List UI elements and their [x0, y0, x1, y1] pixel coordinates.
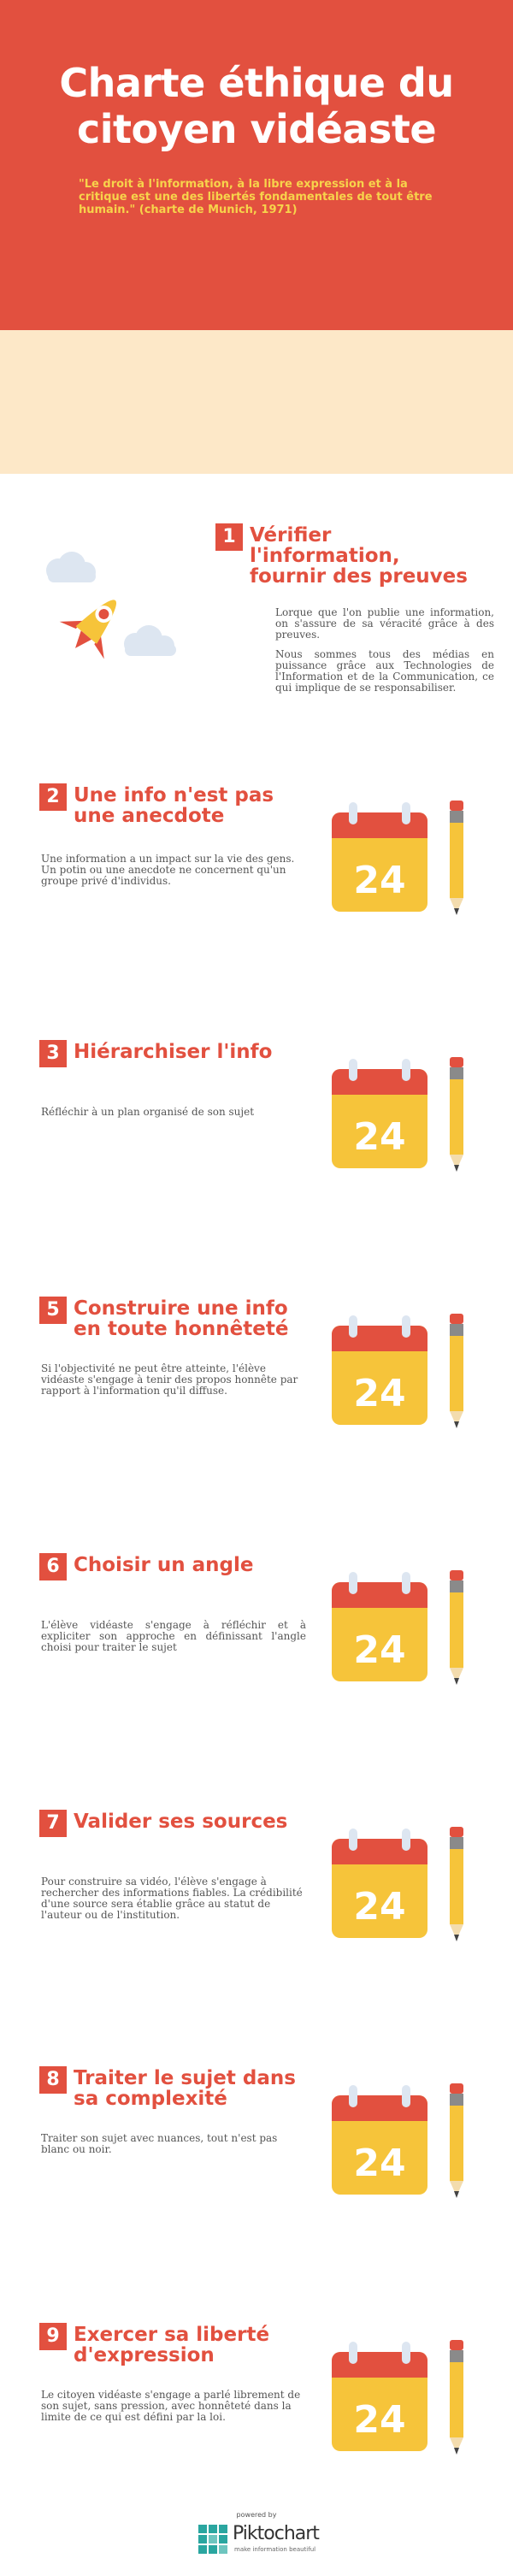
pencil-icon [446, 801, 467, 917]
calendar-pencil-art [330, 1570, 475, 1693]
section-number: 7 [39, 1810, 67, 1837]
section-text [41, 854, 306, 887]
section-number: 2 [39, 783, 67, 811]
calendar-day: 24 [353, 1885, 406, 1929]
section-9 [0, 2311, 513, 2559]
calendar-day: 24 [353, 859, 406, 902]
section-text [41, 1363, 306, 1397]
rocket-icon [34, 552, 188, 663]
section-title: Exercer sa liberté d'expression [74, 2324, 270, 2366]
calendar-pencil-art [330, 2340, 475, 2463]
section-text [41, 2133, 306, 2155]
calendar-pencil-art [330, 2083, 475, 2207]
section-7 [0, 1798, 513, 2046]
header-quote: "Le droit à l'information, à la libre expression et à la critique est une des libertés fondamentales de tout être humain." (charte de Munich, 1971) [79, 178, 433, 216]
cream-band [0, 330, 513, 474]
section-number: 6 [39, 1553, 67, 1580]
section-6 [0, 1541, 513, 1789]
calendar-pencil-art [330, 1827, 475, 1950]
piktochart-logo-icon [198, 2525, 227, 2554]
section-3 [0, 1028, 513, 1276]
section-title: Choisir un angle [74, 1554, 254, 1576]
section-number: 3 [39, 1040, 67, 1067]
section-title: Une info n'est pas une anecdote [74, 784, 274, 827]
calendar-pencil-art [330, 1057, 475, 1180]
page-title: Charte éthique du citoyen vidéaste [59, 60, 454, 152]
section-number: 1 [215, 523, 243, 551]
calendar-pencil-art [330, 801, 475, 924]
pencil-icon [446, 1057, 467, 1173]
pencil-icon [446, 1570, 467, 1687]
section-paragraph: Une information a un impact sur la vie des gens. Un potin ou une anecdote ne concernent qu'un groupe privé d'individus. [41, 853, 295, 887]
brand-tagline: make information beautiful [234, 2546, 316, 2553]
section-8 [0, 2054, 513, 2302]
piktochart-logo[interactable] [198, 2523, 327, 2557]
section-text [41, 2390, 306, 2423]
section-number: 5 [39, 1297, 67, 1324]
section-1 [0, 513, 513, 761]
calendar-day: 24 [353, 1372, 406, 1415]
section-number: 8 [39, 2066, 67, 2094]
section-text [41, 1876, 306, 1921]
section-paragraph: Pour construire sa vidéo, l'élève s'engage à rechercher des informations fiables. La crédibilité d'une source sera établie grâce au statut de l'auteur ou de l'institution. [41, 1876, 303, 1921]
section-title: Construire une info en toute honnêteté [74, 1297, 289, 1340]
section-paragraph: Réfléchir à un plan organisé de son sujet [41, 1106, 255, 1118]
pencil-icon [446, 1314, 467, 1430]
brand-name: Piktochart [233, 2523, 319, 2544]
section-paragraph: Le citoyen vidéaste s'engage a parlé librement de son sujet, sans pression, avec honnêteté dans la limite de ce qui est défini par la loi. [41, 2389, 301, 2423]
section-paragraph: L'élève vidéaste s'engage à réfléchir et à expliciter son approche en définissant l'angle choisi pour traiter le sujet [41, 1619, 306, 1653]
header-banner [0, 0, 513, 330]
powered-by-label: powered by [236, 2511, 277, 2519]
calendar-pencil-art [330, 1314, 475, 1437]
pencil-icon [446, 2340, 467, 2456]
section-text [275, 607, 494, 694]
section-title: Vérifier l'information, fournir des preuves [250, 524, 468, 588]
section-paragraph: Nous sommes tous des médias en puissance grâce aux Technologies de l'Information et de la Communication, ce qui implique de se responsabiliser. [275, 648, 494, 694]
calendar-day: 24 [353, 1115, 406, 1159]
calendar-day: 24 [353, 1628, 406, 1672]
section-title: Hiérarchiser l'info [74, 1041, 273, 1063]
pencil-icon [446, 1827, 467, 1943]
section-2 [0, 771, 513, 1019]
section-paragraph: Traiter son sujet avec nuances, tout n'est pas blanc ou noir. [41, 2132, 278, 2155]
section-text [41, 1107, 306, 1118]
calendar-day: 24 [353, 2398, 406, 2442]
section-text [41, 1620, 306, 1653]
section-title: Valider ses sources [74, 1811, 288, 1833]
pencil-icon [446, 2083, 467, 2200]
section-title: Traiter le sujet dans sa complexité [74, 2067, 296, 2110]
section-number: 9 [39, 2323, 67, 2350]
calendar-day: 24 [353, 2142, 406, 2185]
section-5 [0, 1285, 513, 1533]
section-paragraph: Lorque que l'on publie une information, on s'assure de sa véracité grâce à des preuves. [275, 606, 494, 641]
section-paragraph: Si l'objectivité ne peut être atteinte, l'élève vidéaste s'engage à tenir des propos honnête par rapport à l'information qu'il diffuse. [41, 1362, 298, 1397]
